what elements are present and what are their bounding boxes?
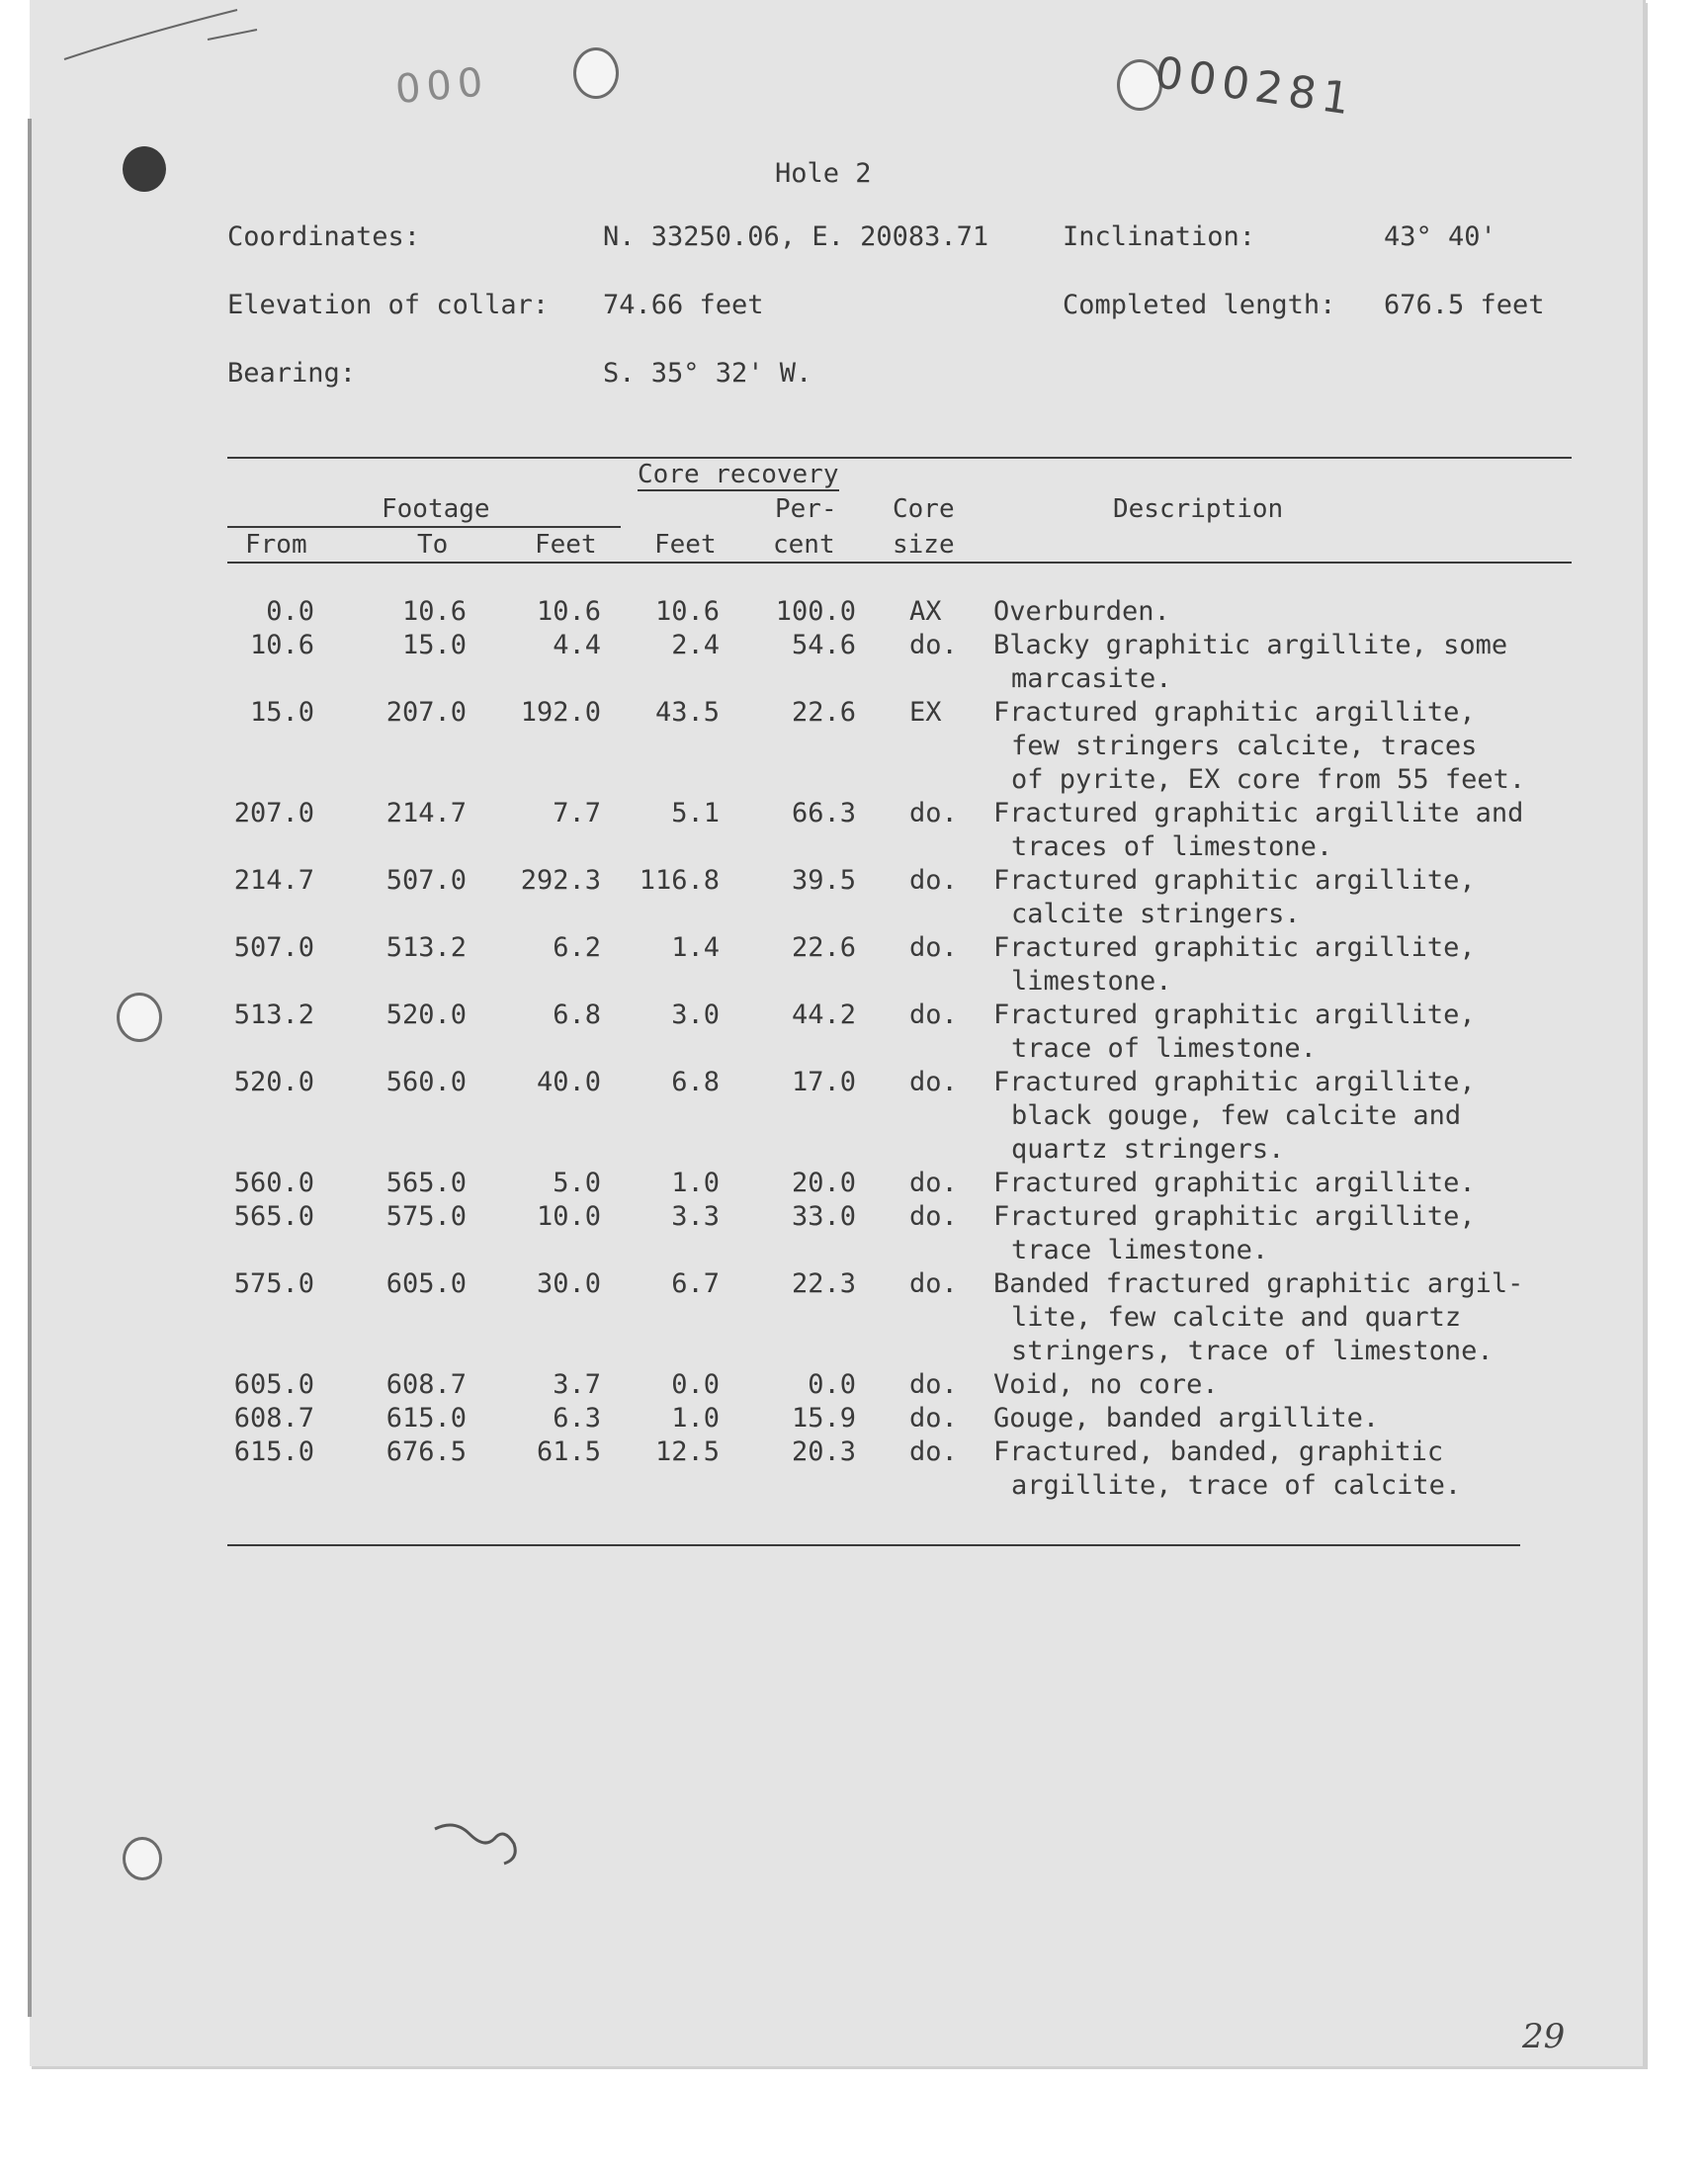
header-feet: Feet	[535, 530, 597, 560]
cell-recovery-feet: 5.1	[671, 798, 720, 828]
cell-recovery-feet: 12.5	[654, 1436, 720, 1467]
cell-to: 507.0	[385, 865, 467, 896]
cell-percent: 17.0	[791, 1067, 856, 1097]
cell-description-line: few stringers calcite, traces	[1011, 731, 1478, 761]
meta-row-bearing	[227, 358, 1591, 426]
cell-description-line: Banded fractured graphitic argil-	[993, 1268, 1524, 1299]
cell-from: 608.7	[233, 1403, 314, 1434]
header-core-line1: Core	[893, 494, 955, 524]
cell-core-size: do.	[909, 1201, 958, 1232]
corner-pencil-mark	[59, 0, 297, 79]
header-footage: Footage	[382, 494, 490, 524]
cell-to: 575.0	[385, 1201, 467, 1232]
header-percent-line1: Per-	[775, 494, 837, 524]
cell-to: 608.7	[385, 1369, 467, 1400]
binder-hole-middle	[117, 993, 162, 1042]
cell-core-size: do.	[909, 1403, 958, 1434]
cell-feet: 3.7	[553, 1369, 601, 1400]
cell-feet: 5.0	[553, 1168, 601, 1198]
cell-percent: 22.6	[791, 697, 856, 728]
cell-to: 565.0	[385, 1168, 467, 1198]
cell-from: 520.0	[233, 1067, 314, 1097]
hole-metadata	[227, 221, 1591, 426]
header-core-line2: size	[893, 530, 955, 560]
cell-core-size: do.	[909, 1000, 958, 1030]
cell-description-line: Gouge, banded argillite.	[993, 1403, 1380, 1434]
cell-from: 615.0	[233, 1436, 314, 1467]
cell-percent: 54.6	[791, 630, 856, 660]
footage-group-rule	[227, 526, 621, 528]
cell-from: 15.0	[249, 697, 314, 728]
cell-core-size: do.	[909, 1436, 958, 1467]
cell-feet: 30.0	[536, 1268, 601, 1299]
cell-from: 605.0	[233, 1369, 314, 1400]
cell-core-size: do.	[909, 1268, 958, 1299]
cell-to: 560.0	[385, 1067, 467, 1097]
cell-core-size: do.	[909, 1168, 958, 1198]
cell-to: 513.2	[385, 932, 467, 963]
page-title: Hole 2	[775, 158, 872, 189]
cell-core-size: EX	[909, 697, 942, 728]
bearing-label: Bearing:	[227, 358, 357, 389]
cell-from: 10.6	[249, 630, 314, 660]
cell-description-line: trace limestone.	[1011, 1235, 1269, 1265]
cell-feet: 6.8	[553, 1000, 601, 1030]
cell-from: 513.2	[233, 1000, 314, 1030]
stamp-top-right: 000281	[1152, 47, 1359, 126]
cell-feet: 292.3	[520, 865, 601, 896]
cell-description-line: Blacky graphitic argillite, some	[993, 630, 1508, 660]
cell-core-size: do.	[909, 1369, 958, 1400]
cell-percent: 44.2	[791, 1000, 856, 1030]
cell-percent: 22.6	[791, 932, 856, 963]
page-number: 29	[1522, 2017, 1566, 2056]
cell-to: 605.0	[385, 1268, 467, 1299]
header-description: Description	[1113, 494, 1284, 524]
completed-length-label: Completed length:	[1063, 290, 1336, 320]
cell-description-line: limestone.	[1011, 966, 1172, 997]
cell-description-line: traces of limestone.	[1011, 831, 1333, 862]
cell-to: 15.0	[401, 630, 467, 660]
cell-description-line: Fractured graphitic argillite,	[993, 865, 1476, 896]
cell-feet: 4.4	[553, 630, 601, 660]
cell-recovery-feet: 2.4	[671, 630, 720, 660]
cell-description-line: Fractured graphitic argillite.	[993, 1168, 1476, 1198]
cell-recovery-feet: 3.3	[671, 1201, 720, 1232]
cell-core-size: do.	[909, 798, 958, 828]
cell-percent: 39.5	[791, 865, 856, 896]
cell-percent: 20.0	[791, 1168, 856, 1198]
cell-feet: 6.3	[553, 1403, 601, 1434]
meta-row-elevation	[227, 290, 1591, 358]
pencil-mark	[425, 1799, 544, 1878]
cell-to: 214.7	[385, 798, 467, 828]
cell-core-size: do.	[909, 630, 958, 660]
header-from: From	[245, 530, 307, 560]
cell-feet: 61.5	[536, 1436, 601, 1467]
cell-from: 0.0	[266, 596, 314, 627]
cell-recovery-feet: 1.4	[671, 932, 720, 963]
cell-percent: 33.0	[791, 1201, 856, 1232]
cell-from: 214.7	[233, 865, 314, 896]
cell-recovery-feet: 0.0	[671, 1369, 720, 1400]
cell-recovery-feet: 1.0	[671, 1403, 720, 1434]
completed-length-value: 676.5 feet	[1384, 290, 1545, 320]
meta-row-coordinates	[227, 221, 1591, 290]
cell-from: 575.0	[233, 1268, 314, 1299]
cell-description-line: lite, few calcite and quartz	[1011, 1302, 1462, 1333]
cell-recovery-feet: 10.6	[654, 596, 720, 627]
cell-feet: 6.2	[553, 932, 601, 963]
cell-description-line: Fractured graphitic argillite,	[993, 932, 1476, 963]
header-percent-line2: cent	[773, 530, 835, 560]
cell-recovery-feet: 6.7	[671, 1268, 720, 1299]
cell-description-line: argillite, trace of calcite.	[1011, 1470, 1462, 1501]
header-core-recovery: Core recovery	[638, 460, 839, 489]
inclination-value: 43° 40'	[1384, 221, 1496, 252]
inclination-label: Inclination:	[1063, 221, 1256, 252]
cell-description-line: quartz stringers.	[1011, 1134, 1285, 1165]
cell-recovery-feet: 3.0	[671, 1000, 720, 1030]
stamp-top-left: 000	[393, 58, 491, 114]
table-header-rule	[227, 562, 1572, 564]
cell-description-line: Fractured graphitic argillite,	[993, 1000, 1476, 1030]
elevation-value: 74.66 feet	[603, 290, 764, 320]
cell-description-line: black gouge, few calcite and	[1011, 1100, 1462, 1131]
cell-feet: 10.0	[536, 1201, 601, 1232]
cell-description-line: Overburden.	[993, 596, 1170, 627]
header-recovery-feet: Feet	[654, 530, 717, 560]
cell-to: 207.0	[385, 697, 467, 728]
punch-hole-top	[573, 47, 619, 99]
cell-recovery-feet: 43.5	[654, 697, 720, 728]
cell-core-size: AX	[909, 596, 942, 627]
cell-to: 520.0	[385, 1000, 467, 1030]
cell-description-line: trace of limestone.	[1011, 1033, 1317, 1064]
elevation-label: Elevation of collar:	[227, 290, 550, 320]
cell-description-line: of pyrite, EX core from 55 feet.	[1011, 764, 1526, 795]
cell-recovery-feet: 116.8	[639, 865, 720, 896]
cell-to: 10.6	[401, 596, 467, 627]
cell-percent: 15.9	[791, 1403, 856, 1434]
cell-recovery-feet: 1.0	[671, 1168, 720, 1198]
coordinates-label: Coordinates:	[227, 221, 421, 252]
cell-description-line: Fractured graphitic argillite,	[993, 697, 1476, 728]
cell-percent: 100.0	[775, 596, 856, 627]
cell-description-line: Fractured graphitic argillite,	[993, 1067, 1476, 1097]
table-bottom-rule	[227, 1544, 1520, 1546]
binder-hole-dark	[123, 146, 166, 192]
bearing-value: S. 35° 32' W.	[603, 358, 812, 389]
cell-description-line: Fractured graphitic argillite,	[993, 1201, 1476, 1232]
cell-feet: 7.7	[553, 798, 601, 828]
cell-description-line: stringers, trace of limestone.	[1011, 1336, 1494, 1366]
cell-from: 565.0	[233, 1201, 314, 1232]
cell-from: 207.0	[233, 798, 314, 828]
coordinates-value: N. 33250.06, E. 20083.71	[603, 221, 989, 252]
cell-core-size: do.	[909, 1067, 958, 1097]
page-edge-shadow	[28, 119, 32, 2017]
table-top-rule	[227, 457, 1572, 459]
cell-core-size: do.	[909, 865, 958, 896]
cell-to: 615.0	[385, 1403, 467, 1434]
cell-description-line: Fractured graphitic argillite and	[993, 798, 1524, 828]
cell-percent: 22.3	[791, 1268, 856, 1299]
cell-core-size: do.	[909, 932, 958, 963]
cell-percent: 66.3	[791, 798, 856, 828]
cell-feet: 40.0	[536, 1067, 601, 1097]
cell-description-line: marcasite.	[1011, 663, 1172, 694]
cell-description-line: calcite stringers.	[1011, 899, 1301, 929]
cell-percent: 0.0	[808, 1369, 856, 1400]
cell-from: 507.0	[233, 932, 314, 963]
cell-feet: 10.6	[536, 596, 601, 627]
cell-recovery-feet: 6.8	[671, 1067, 720, 1097]
cell-description-line: Void, no core.	[993, 1369, 1219, 1400]
header-to: To	[417, 530, 449, 560]
cell-description-line: Fractured, banded, graphitic	[993, 1436, 1444, 1467]
cell-to: 676.5	[385, 1436, 467, 1467]
cell-feet: 192.0	[520, 697, 601, 728]
cell-percent: 20.3	[791, 1436, 856, 1467]
binder-hole-bottom	[123, 1837, 162, 1880]
cell-from: 560.0	[233, 1168, 314, 1198]
